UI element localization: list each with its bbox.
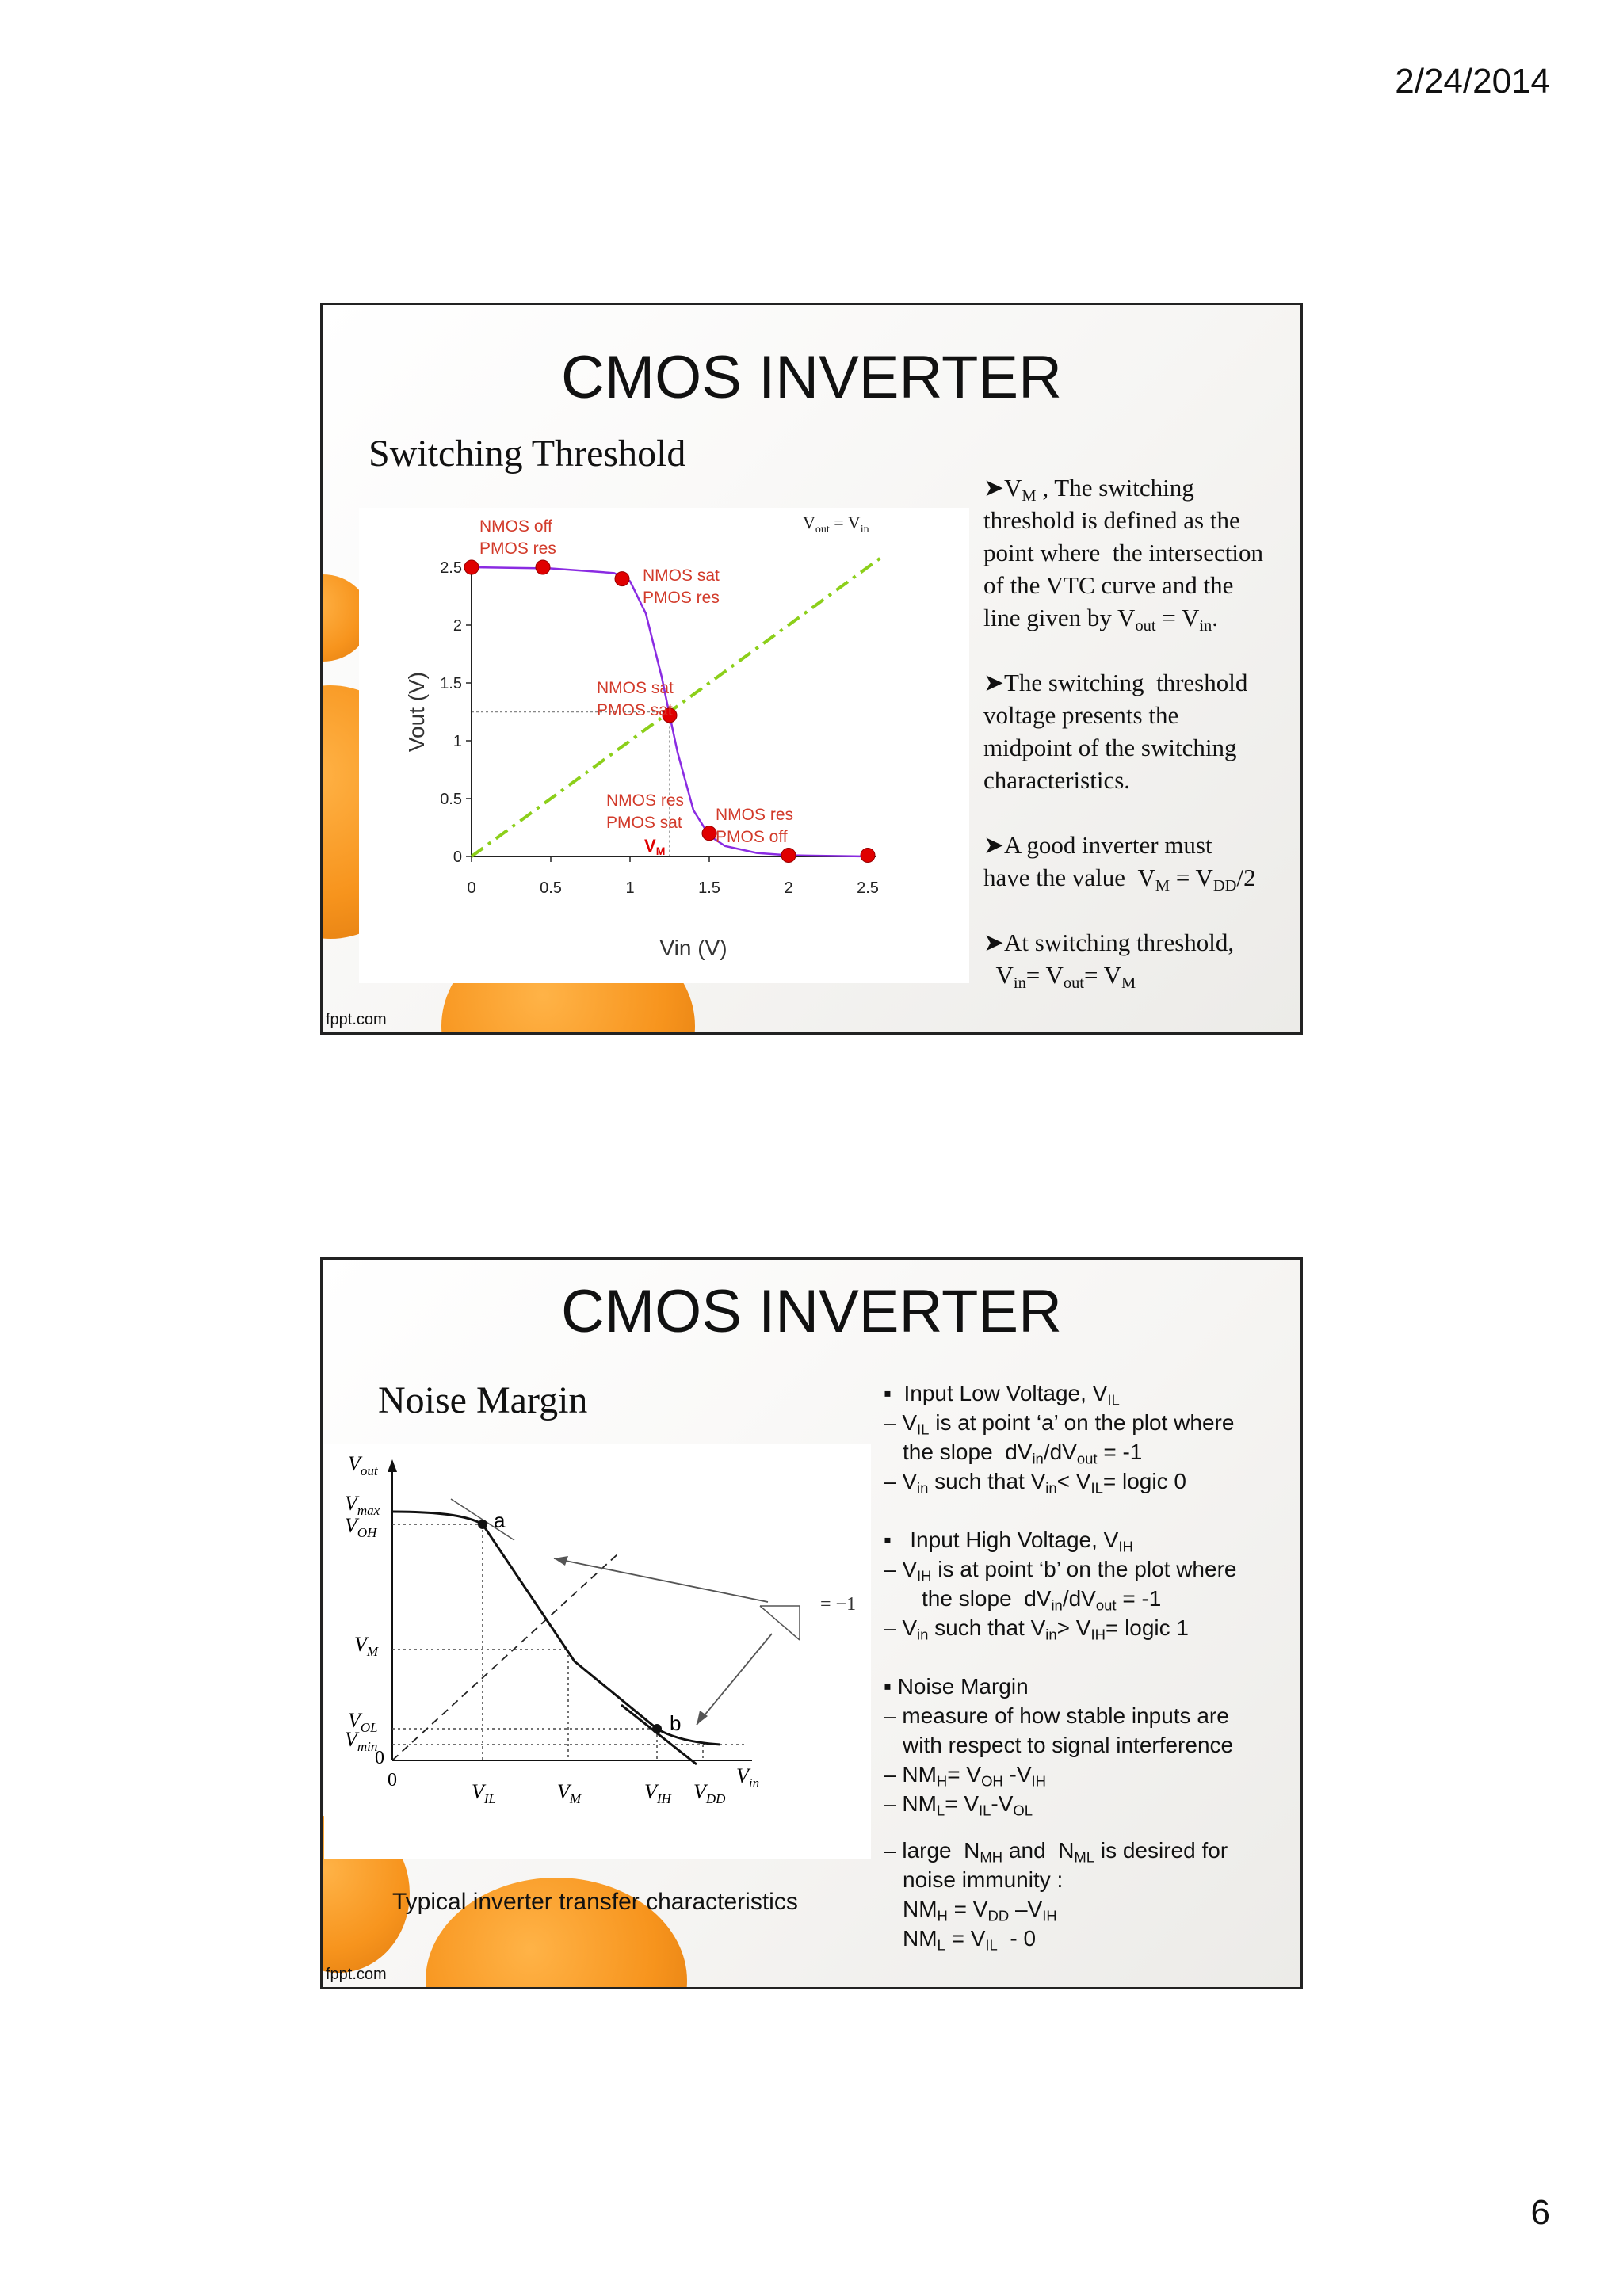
pointer-to-b <box>697 1634 772 1725</box>
y-label-vol: $V_{OL}$ <box>348 1709 378 1735</box>
region-label: NMOS sat <box>643 566 720 585</box>
vtc-marker <box>781 849 796 863</box>
y-tick-label: 0 <box>453 849 462 866</box>
slide-noise-margin <box>320 1257 1303 1989</box>
point-a <box>478 1520 487 1529</box>
vtc-marker <box>615 572 629 586</box>
x-tick-label: 1 <box>625 879 635 897</box>
x-label-zero: 0 <box>388 1770 397 1791</box>
x-tick-label: 2.5 <box>857 879 879 897</box>
unity-gain-line <box>392 1554 617 1760</box>
y-tick-label: 1.5 <box>440 675 462 692</box>
region-label: PMOS sat <box>597 701 673 719</box>
watermark: fppt.com <box>326 1011 387 1028</box>
tangent-b <box>621 1705 697 1764</box>
region-label: PMOS res <box>479 540 556 558</box>
vtc-marker <box>702 826 716 841</box>
page-date: 2/24/2014 <box>1395 62 1550 101</box>
vtc-marker <box>536 560 550 574</box>
slide-switching-threshold <box>320 303 1303 1035</box>
region-label: PMOS res <box>643 589 720 607</box>
x-tick-label: 2 <box>784 879 793 897</box>
x-axis-label: Vin (V) <box>659 936 727 960</box>
vtc-chart <box>359 508 969 983</box>
y-axis-label: Vout (V) <box>404 671 429 753</box>
region-label: PMOS off <box>716 828 788 846</box>
pointer-to-a-head <box>554 1556 568 1566</box>
vtc-chart-panel <box>359 508 969 983</box>
x-label-vil: $V_{IL}$ <box>472 1780 497 1806</box>
noise-margin-diagram <box>324 1444 871 1859</box>
x-tick-label: 1.5 <box>698 879 720 897</box>
switching-threshold-notes: $➤V_M$ , The switching threshold is defined as the point where the intersection of the VTC curve and the line given by $V_{out} = V_{in}$. ➤The switching threshold voltage presents the midpoint of the switching characteristics. ➤A good inverter must have the value $V_M = V_{DD}/2$ ➤At switching threshold, $V_{in}= V_{out}= V_M$ <box>983 474 1263 993</box>
region-label: NMOS off <box>479 517 552 536</box>
watermark: fppt.com <box>326 1966 387 1983</box>
y-label-vm: $V_M$ <box>354 1633 379 1659</box>
vtc-curve <box>392 1512 720 1745</box>
x-tick-label: 0.5 <box>540 879 562 897</box>
vtc-marker <box>464 560 479 574</box>
vm-label: VM <box>644 836 666 857</box>
y-label-vmax: $V_{max}$ <box>345 1492 380 1518</box>
x-label-vih: $V_{IH}$ <box>644 1780 671 1806</box>
point-b <box>652 1724 662 1733</box>
region-label: NMOS res <box>606 791 685 810</box>
page-number: 6 <box>1530 2193 1550 2232</box>
y-label-voh: $V_{OH}$ <box>345 1514 377 1540</box>
x-label-vin: $V_{in}$ <box>736 1764 760 1791</box>
region-label: NMOS sat <box>597 679 674 697</box>
slide-subtitle: Switching Threshold <box>369 433 686 475</box>
region-label: PMOS sat <box>606 814 682 832</box>
y-tick-label: 1 <box>453 733 462 750</box>
y-label-vout: $V_{out}$ <box>348 1452 378 1478</box>
point-b-label: b <box>670 1711 682 1735</box>
x-label-vm: $V_M$ <box>557 1780 582 1806</box>
y-axis-arrow <box>388 1459 397 1472</box>
y-tick-label: 2.5 <box>440 559 462 577</box>
slide-title: CMOS INVERTER <box>560 1278 1062 1345</box>
slide-title: CMOS INVERTER <box>560 344 1062 411</box>
x-tick-label: 0 <box>467 879 476 897</box>
y-label-zero: 0 <box>375 1748 384 1768</box>
noise-margin-notes: ▪ Input Low Voltage, $V_{IL}$ – $V_{IL}$ is at point ‘a’ on the plot where the slope $dV_{in}/dV_{out} = -1$ – $V_{in}$ such that $V_{in}< V_{IL}=$ logic 0 ▪ Input High Voltage, $V_{IH}$ – $V_{IH}$ is at point ‘b’ on the plot where the slope $dV_{in}/dV_{out} = -1$ – $V_{in}$ such that $V_{in}> V_{IH}=$ logic 1 ▪ Noise Margin – measure of how stable inputs are with respect to signal interference – $NM_H= V_{OH}$ $-V_{IH}$ – $NM_L= V_{IL}-V_{OL}$ – large $N_{MH}$ and $N_{ML}$ is desired for noise immunity : $NM_H = V_{DD}$ $-V_{IH}$ $NM_L = V_{IL} - 0$ <box>884 1381 1237 1954</box>
noise-margin-diagram-panel <box>324 1444 871 1859</box>
region-label: NMOS res <box>716 806 794 824</box>
y-tick-label: 0.5 <box>440 791 462 808</box>
y-label-vmin: $V_{min}$ <box>345 1728 378 1754</box>
unity-line-label: $V_{out} = V_{in}$ <box>803 513 869 536</box>
pointer-to-a <box>554 1558 768 1602</box>
point-a-label: a <box>494 1508 506 1532</box>
x-label-vdd: $V_{DD}$ <box>693 1780 726 1806</box>
diagram-caption: Typical inverter transfer characteristics <box>392 1889 798 1915</box>
slide-subtitle: Noise Margin <box>378 1379 588 1421</box>
slope-label: = −1 <box>820 1594 857 1615</box>
vtc-marker <box>861 849 875 863</box>
y-tick-label: 2 <box>453 617 462 635</box>
